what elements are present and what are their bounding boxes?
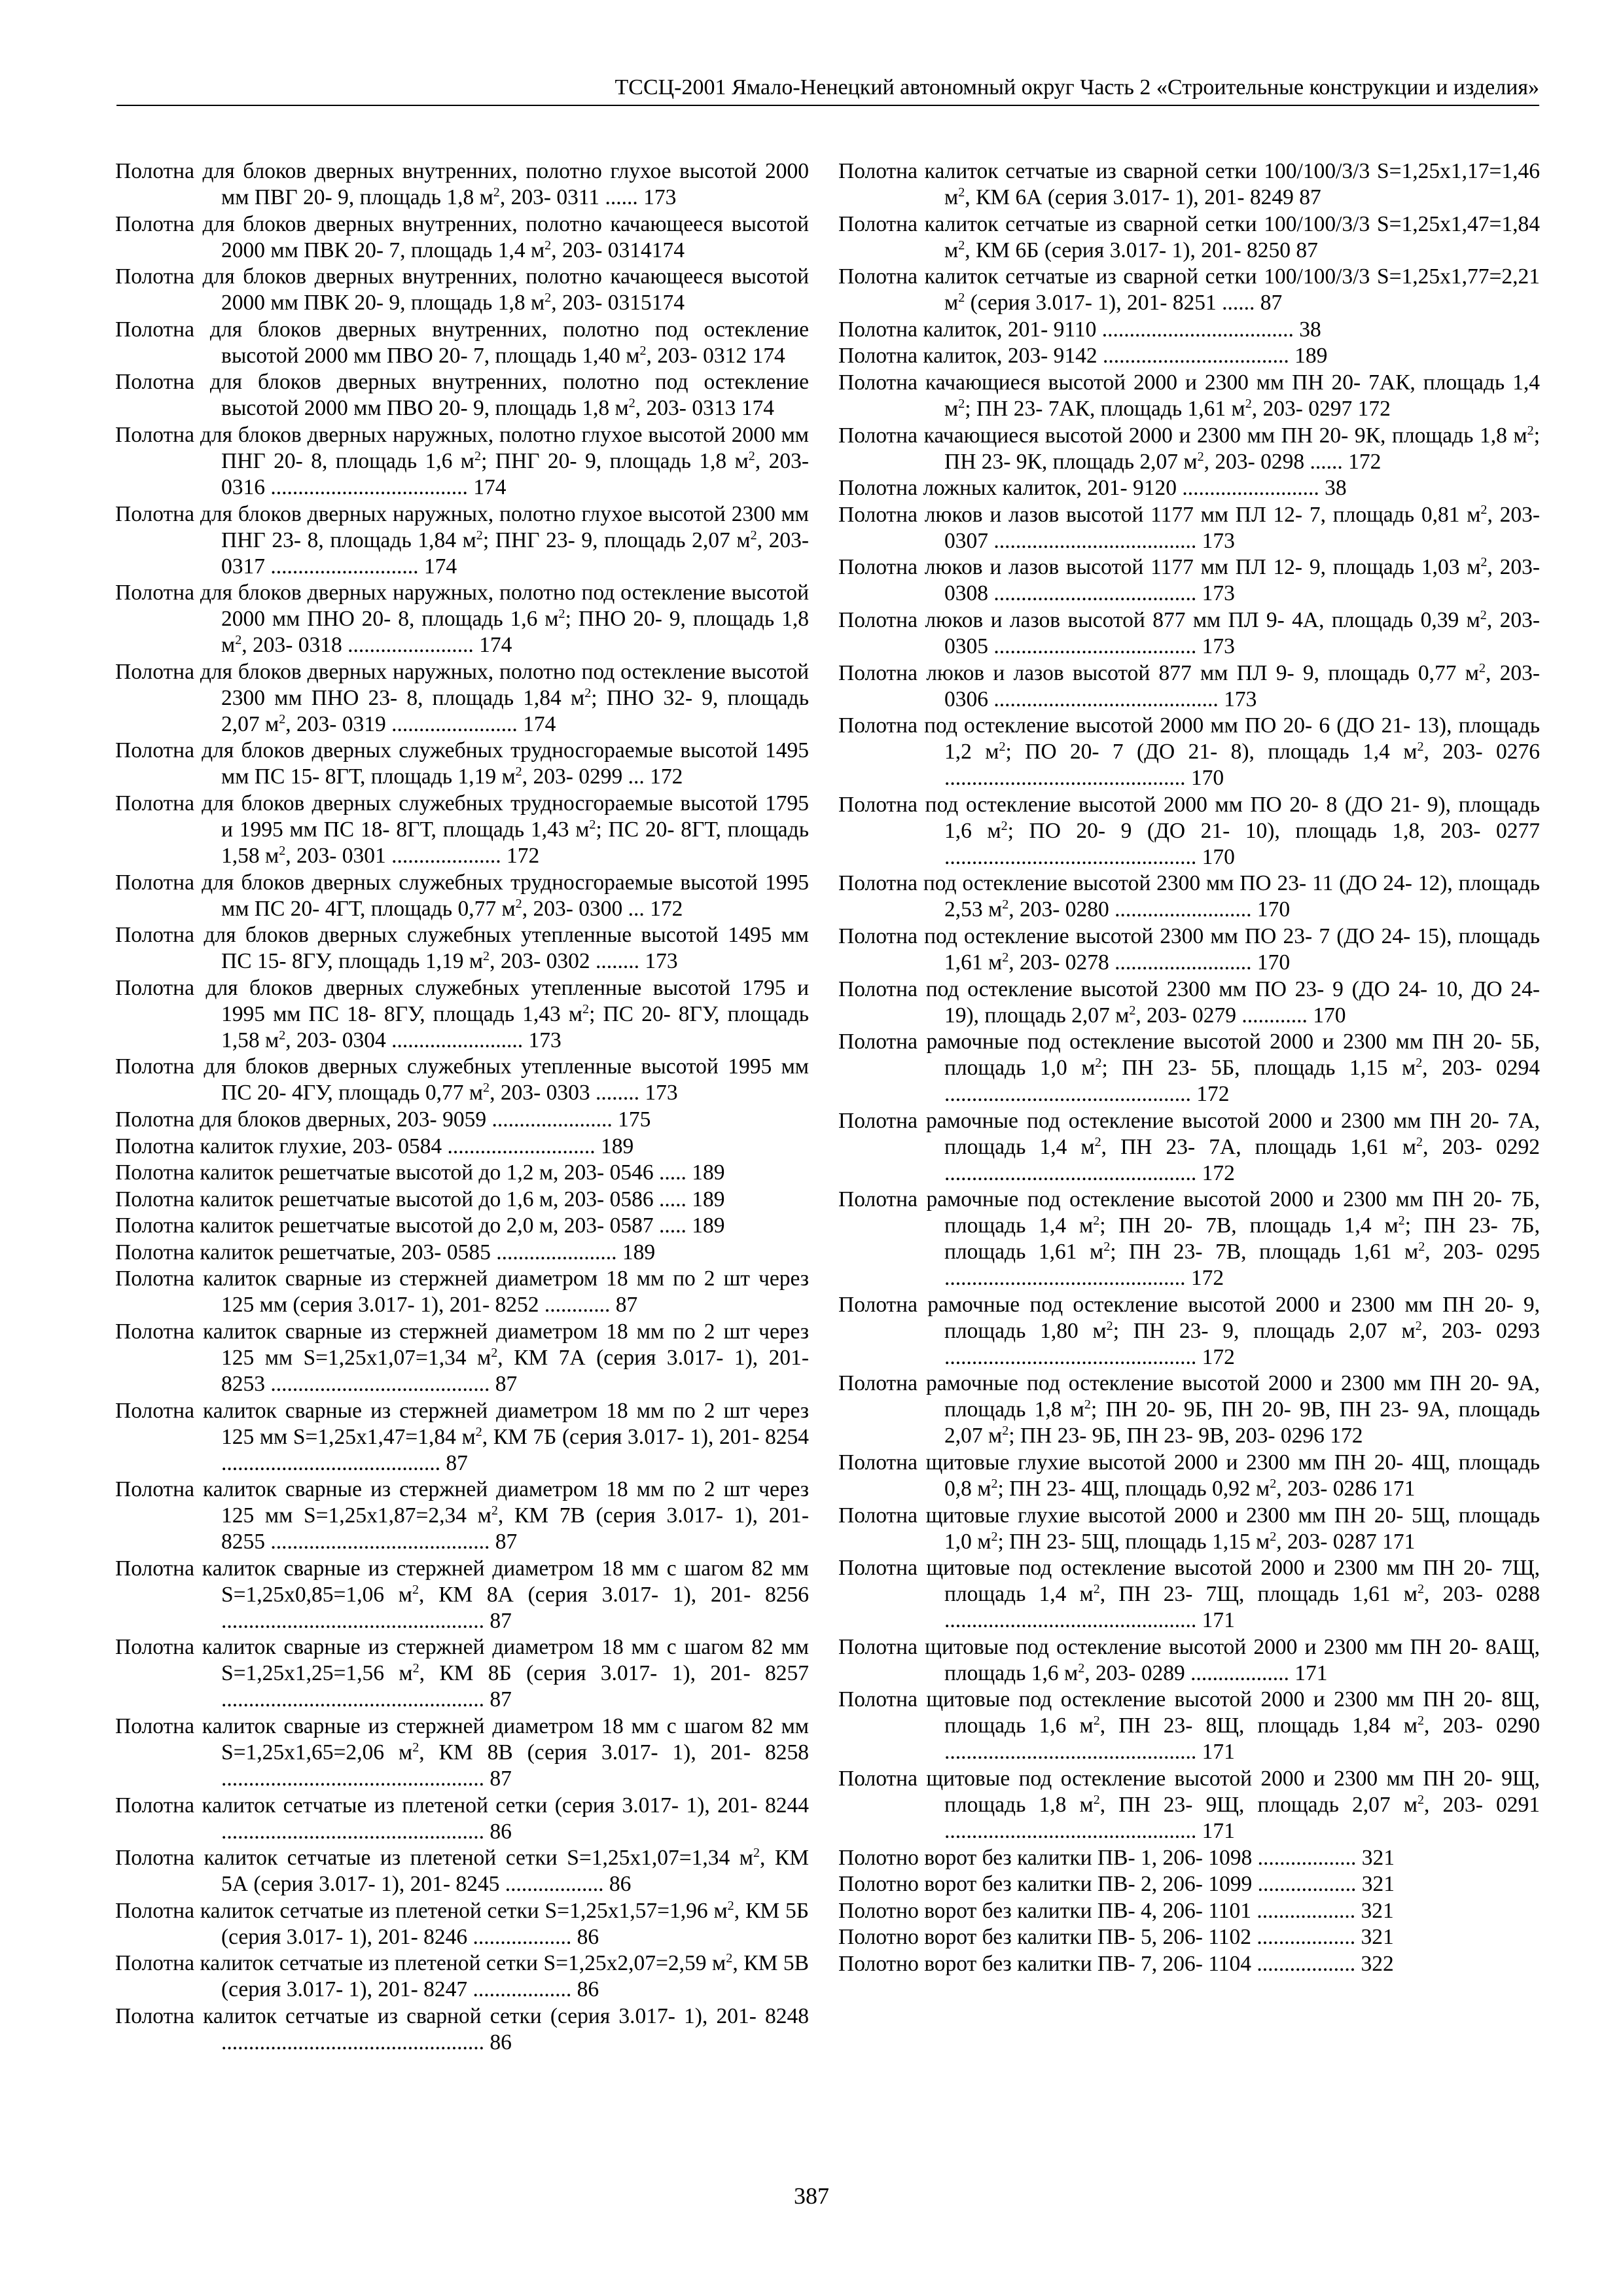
index-entry: Полотна для блоков дверных внутренних, полотно качающееся высотой 2000 мм ПВК 20- 7, площадь 1,4 $м^2$, 203- 0314174	[115, 211, 809, 262]
index-entry: Полотна качающиеся высотой 2000 и 2300 мм ПН 20- 9К, площадь 1,8 $м^2$; ПН 23- 9К, площадь 2,07 $м^2$, 203- 0298 ...... 172	[838, 423, 1540, 474]
index-entry: Полотно ворот без калитки ПВ- 4, 206- 1101 .................. 321	[838, 1898, 1394, 1923]
index-entry: Полотна для блоков дверных наружных, полотно под остекление высотой 2300 мм ПНО 23- 8, площадь 1,84 $м^2$; ПНО 32- 9, площадь 2,07 $м^2$, 203- 0319 ....................... 174	[115, 659, 809, 736]
index-entry: Полотна калиток, 201- 9110 ................................... 38	[838, 317, 1321, 342]
index-entry: Полотна для блоков дверных внутренних, полотно под остекление высотой 2000 мм ПВО 20- 7, площадь 1,40 $м^2$, 203- 0312 174	[115, 317, 809, 368]
index-entry: Полотно ворот без калитки ПВ- 1, 206- 1098 .................. 321	[838, 1845, 1395, 1870]
index-entry: Полотна щитовые под остекление высотой 2000 и 2300 мм ПН 20- 8АЩ, площадь 1,6 $м^2$, 203- 0289 .................. 171	[838, 1634, 1540, 1685]
index-entry: Полотна калиток, 203- 9142 .................................. 189	[838, 344, 1328, 368]
index-entry: Полотна для блоков дверных наружных, полотно глухое высотой 2000 мм ПНГ 20- 8, площадь 1,6 $м^2$; ПНГ 20- 9, площадь 1,8 $м^2$, 203- 0316 .................................... 174	[115, 422, 810, 499]
index-entry: Полотна щитовые под остекление высотой 2000 и 2300 мм ПН 20- 9Щ, площадь 1,8 $м^2$, ПН 23- 9Щ, площадь 2,07 $м^2$, 203- 0291 .............................................. 171	[838, 1767, 1541, 1844]
index-entry: Полотна калиток сварные из стержней диаметром 18 мм по 2 шт через 125 мм S=1,25x1,87=2,34 $м^2$, КМ 7В (серия 3.017- 1), 201- 8255 ........................................ 87	[115, 1477, 809, 1554]
index-entry: Полотна для блоков дверных служебных трудносгораемые высотой 1495 мм ПС 15- 8ГТ, площадь 1,19 $м^2$, 203- 0299 ... 172	[115, 738, 809, 789]
page-number: 387	[794, 2183, 829, 2209]
index-entry: Полотна калиток сетчатые из сварной сетки 100/100/3/3 S=1,25x1,47=1,84 $м^2$, КМ 6Б (серия 3.017- 1), 201- 8250 87	[838, 211, 1540, 262]
index-entry: Полотна под остекление высотой 2300 мм ПО 23- 11 (ДО 24- 12), площадь 2,53 $м^2$, 203- 0280 ......................... 170	[838, 871, 1540, 922]
index-entry: Полотна под остекление высотой 2300 мм ПО 23- 9 (ДО 24- 10, ДО 24- 19), площадь 2,07 $м^2$, 203- 0279 ............ 170	[838, 977, 1540, 1028]
index-entry: Полотно ворот без калитки ПВ- 5, 206- 1102 .................. 321	[838, 1925, 1394, 1950]
index-entry: Полотна калиток сварные из стержней диаметром 18 мм по 2 шт через 125 мм (серия 3.017- 1), 201- 8252 ............ 87	[115, 1266, 809, 1318]
index-entry: Полотна калиток сетчатые из сварной сетки (серия 3.017- 1), 201- 8248 ................................................ 86	[115, 2004, 809, 2054]
index-entry: Полотна калиток сварные из стержней диаметром 18 мм с шагом 82 мм S=1,25x0,85=1,06 $м^2$, КМ 8А (серия 3.017- 1), 201- 8256 ................................................ 87	[115, 1556, 809, 1633]
index-entry: Полотна для блоков дверных служебных трудносгораемые высотой 1995 мм ПС 20- 4ГТ, площадь 0,77 $м^2$, 203- 0300 ... 172	[115, 870, 809, 921]
index-entry: Полотна щитовые под остекление высотой 2000 и 2300 мм ПН 20- 7Щ, площадь 1,4 $м^2$, ПН 23- 7Щ, площадь 1,61 $м^2$, 203- 0288 .............................................. 171	[838, 1556, 1541, 1633]
index-entry: Полотна люков и лазов высотой 1177 мм ПЛ 12- 7, площадь 0,81 $м^2$, 203- 0307 ..................................... 173	[838, 502, 1541, 553]
index-entry: Полотна для блоков дверных служебных утепленные высотой 1495 мм ПС 15- 8ГУ, площадь 1,19 $м^2$, 203- 0302 ........ 173	[115, 923, 809, 974]
running-header: ТССЦ-2001 Ямало-Ненецкий автономный округ Часть 2 «Строительные конструкции и изделия»	[615, 75, 1539, 99]
index-entry: Полотна рамочные под остекление высотой 2000 и 2300 мм ПН 20- 5Б, площадь 1,0 $м^2$; ПН 23- 5Б, площадь 1,15 $м^2$, 203- 0294 ............................................. 172	[838, 1030, 1540, 1107]
index-entry: Полотна под остекление высотой 2000 мм ПО 20- 6 (ДО 21- 13), площадь 1,2 $м^2$; ПО 20- 7 (ДО 21- 8), площадь 1,4 $м^2$, 203- 0276 ............................................ 170	[838, 713, 1540, 791]
index-entry: Полотна щитовые глухие высотой 2000 и 2300 мм ПН 20- 5Щ, площадь 1,0 $м^2$; ПН 23- 5Щ, площадь 1,15 $м^2$, 203- 0287 171	[838, 1503, 1540, 1554]
header-rule	[116, 105, 1539, 106]
index-entry: Полотна для блоков дверных, 203- 9059 ...................... 175	[115, 1107, 651, 1132]
index-entry: Полотна калиток решетчатые высотой до 2,0 м, 203- 0587 ..... 189	[115, 1213, 725, 1238]
index-entry: Полотна калиток сетчатые из плетеной сетки S=1,25x1,07=1,34 $м^2$, КМ 5А (серия 3.017- 1), 201- 8245 .................. 86	[115, 1846, 809, 1897]
index-entry: Полотна калиток сварные из стержней диаметром 18 мм по 2 шт через 125 мм S=1,25x1,47=1,84 $м^2$, КМ 7Б (серия 3.017- 1), 201- 8254 ........................................ 87	[115, 1398, 810, 1475]
index-entry: Полотна для блоков дверных служебных утепленные высотой 1795 и 1995 мм ПС 18- 8ГУ, площадь 1,43 $м^2$; ПС 20- 8ГУ, площадь 1,58 $м^2$, 203- 0304 ........................ 173	[115, 975, 810, 1052]
index-entry: Полотна люков и лазов высотой 1177 мм ПЛ 12- 9, площадь 1,03 $м^2$, 203- 0308 ..................................... 173	[838, 555, 1541, 606]
index-entry: Полотна щитовые глухие высотой 2000 и 2300 мм ПН 20- 4Щ, площадь 0,8 $м^2$; ПН 23- 4Щ, площадь 0,92 $м^2$, 203- 0286 171	[838, 1450, 1540, 1501]
index-entry: Полотна для блоков дверных служебных трудносгораемые высотой 1795 и 1995 мм ПС 18- 8ГТ, площадь 1,43 $м^2$; ПС 20- 8ГТ, площадь 1,58 $м^2$, 203- 0301 .................... 172	[115, 791, 809, 868]
index-entry: Полотна для блоков дверных наружных, полотно глухое высотой 2300 мм ПНГ 23- 8, площадь 1,84 $м^2$; ПНГ 23- 9, площадь 2,07 $м^2$, 203- 0317 ........................... 174	[115, 501, 810, 579]
index-entry: Полотна для блоков дверных внутренних, полотно под остекление высотой 2000 мм ПВО 20- 9, площадь 1,8 $м^2$, 203- 0313 174	[115, 370, 809, 421]
index-entry: Полотна калиток решетчатые высотой до 1,2 м, 203- 0546 ..... 189	[115, 1160, 725, 1185]
index-entry: Полотно ворот без калитки ПВ- 7, 206- 1104 .................. 322	[838, 1952, 1394, 1976]
index-entry: Полотна калиток сетчатые из сварной сетки 100/100/3/3 S=1,25x1,77=2,21 $м^2$ (серия 3.017- 1), 201- 8251 ...... 87	[838, 264, 1540, 315]
index-entry: Полотна для блоков дверных внутренних, полотно глухое высотой 2000 мм ПВГ 20- 9, площадь 1,8 $м^2$, 203- 0311 ...... 173	[115, 159, 809, 209]
index-entry: Полотна калиток сетчатые из сварной сетки 100/100/3/3 S=1,25x1,17=1,46 $м^2$, КМ 6А (серия 3.017- 1), 201- 8249 87	[838, 159, 1540, 209]
index-entry: Полотна рамочные под остекление высотой 2000 и 2300 мм ПН 20- 7Б, площадь 1,4 $м^2$; ПН 20- 7В, площадь 1,4 $м^2$; ПН 23- 7Б, площадь 1,61 $м^2$; ПН 23- 7В, площадь 1,61 $м^2$, 203- 0295 ............................................ 172	[838, 1187, 1540, 1291]
index-entry: Полотна калиток сетчатые из плетеной сетки S=1,25x2,07=2,59 $м^2$, КМ 5В (серия 3.017- 1), 201- 8247 .................. 86	[115, 1951, 810, 2002]
index-entry: Полотна под остекление высотой 2300 мм ПО 23- 7 (ДО 24- 15), площадь 1,61 $м^2$, 203- 0278 ......................... 170	[838, 924, 1540, 975]
index-entry: Полотна люков и лазов высотой 877 мм ПЛ 9- 9, площадь 0,77 $м^2$, 203- 0306 ......................................... 173	[838, 660, 1540, 711]
index-entry: Полотна калиток сварные из стержней диаметром 18 мм с шагом 82 мм S=1,25x1,25=1,56 $м^2$, КМ 8Б (серия 3.017- 1), 201- 8257 ................................................ 87	[115, 1635, 809, 1712]
index-entry: Полотна калиток глухие, 203- 0584 ........................... 189	[115, 1134, 634, 1158]
index-entry: Полотна щитовые под остекление высотой 2000 и 2300 мм ПН 20- 8Щ, площадь 1,6 $м^2$, ПН 23- 8Щ, площадь 1,84 $м^2$, 203- 0290 .............................................. 171	[838, 1687, 1541, 1765]
index-entry: Полотна ложных калиток, 201- 9120 ......................... 38	[838, 476, 1347, 501]
index-entry: Полотна качающиеся высотой 2000 и 2300 мм ПН 20- 7АК, площадь 1,4 $м^2$; ПН 23- 7АК, площадь 1,61 $м^2$, 203- 0297 172	[838, 370, 1540, 421]
index-entry: Полотна калиток сварные из стержней диаметром 18 мм с шагом 82 мм S=1,25x1,65=2,06 $м^2$, КМ 8В (серия 3.017- 1), 201- 8258 ................................................ 87	[115, 1714, 809, 1791]
index-entry: Полотно ворот без калитки ПВ- 2, 206- 1099 .................. 321	[838, 1872, 1395, 1897]
index-column-left	[115, 158, 809, 2056]
index-entry: Полотна под остекление высотой 2000 мм ПО 20- 8 (ДО 21- 9), площадь 1,6 $м^2$; ПО 20- 9 (ДО 21- 10), площадь 1,8, 203- 0277 .............................................. 170	[838, 792, 1540, 869]
index-entry: Полотна рамочные под остекление высотой 2000 и 2300 мм ПН 20- 7А, площадь 1,4 $м^2$, ПН 23- 7А, площадь 1,61 $м^2$, 203- 0292 .............................................. 172	[838, 1108, 1540, 1185]
index-entry: Полотна калиток сетчатые из плетеной сетки (серия 3.017- 1), 201- 8244 ................................................ 86	[115, 1793, 809, 1844]
index-column-right	[838, 158, 1540, 1978]
index-entry: Полотна рамочные под остекление высотой 2000 и 2300 мм ПН 20- 9, площадь 1,80 $м^2$; ПН 23- 9, площадь 2,07 $м^2$, 203- 0293 .............................................. 172	[838, 1292, 1540, 1369]
index-entry: Полотна для блоков дверных наружных, полотно под остекление высотой 2000 мм ПНО 20- 8, площадь 1,6 $м^2$; ПНО 20- 9, площадь 1,8 $м^2$, 203- 0318 ....................... 174	[115, 581, 809, 658]
index-entry: Полотна калиток решетчатые, 203- 0585 ...................... 189	[115, 1240, 656, 1265]
index-entry: Полотна рамочные под остекление высотой 2000 и 2300 мм ПН 20- 9А, площадь 1,8 $м^2$; ПН 20- 9Б, ПН 20- 9В, ПН 23- 9А, площадь 2,07 $м^2$; ПН 23- 9Б, ПН 23- 9В, 203- 0296 172	[838, 1371, 1540, 1448]
index-entry: Полотна для блоков дверных служебных утепленные высотой 1995 мм ПС 20- 4ГУ, площадь 0,77 $м^2$, 203- 0303 ........ 173	[115, 1054, 809, 1105]
index-entry: Полотна люков и лазов высотой 877 мм ПЛ 9- 4А, площадь 0,39 $м^2$, 203- 0305 ..................................... 173	[838, 607, 1540, 658]
index-entry: Полотна калиток сварные из стержней диаметром 18 мм по 2 шт через 125 мм S=1,25x1,07=1,34 $м^2$, КМ 7А (серия 3.017- 1), 201- 8253 ........................................ 87	[115, 1319, 810, 1397]
index-entry: Полотна калиток сетчатые из плетеной сетки S=1,25x1,57=1,96 $м^2$, КМ 5Б (серия 3.017- 1), 201- 8246 .................. 86	[115, 1898, 809, 1949]
index-entry: Полотна для блоков дверных внутренних, полотно качающееся высотой 2000 мм ПВК 20- 9, площадь 1,8 $м^2$, 203- 0315174	[115, 264, 809, 315]
index-entry: Полотна калиток решетчатые высотой до 1,6 м, 203- 0586 ..... 189	[115, 1187, 725, 1211]
